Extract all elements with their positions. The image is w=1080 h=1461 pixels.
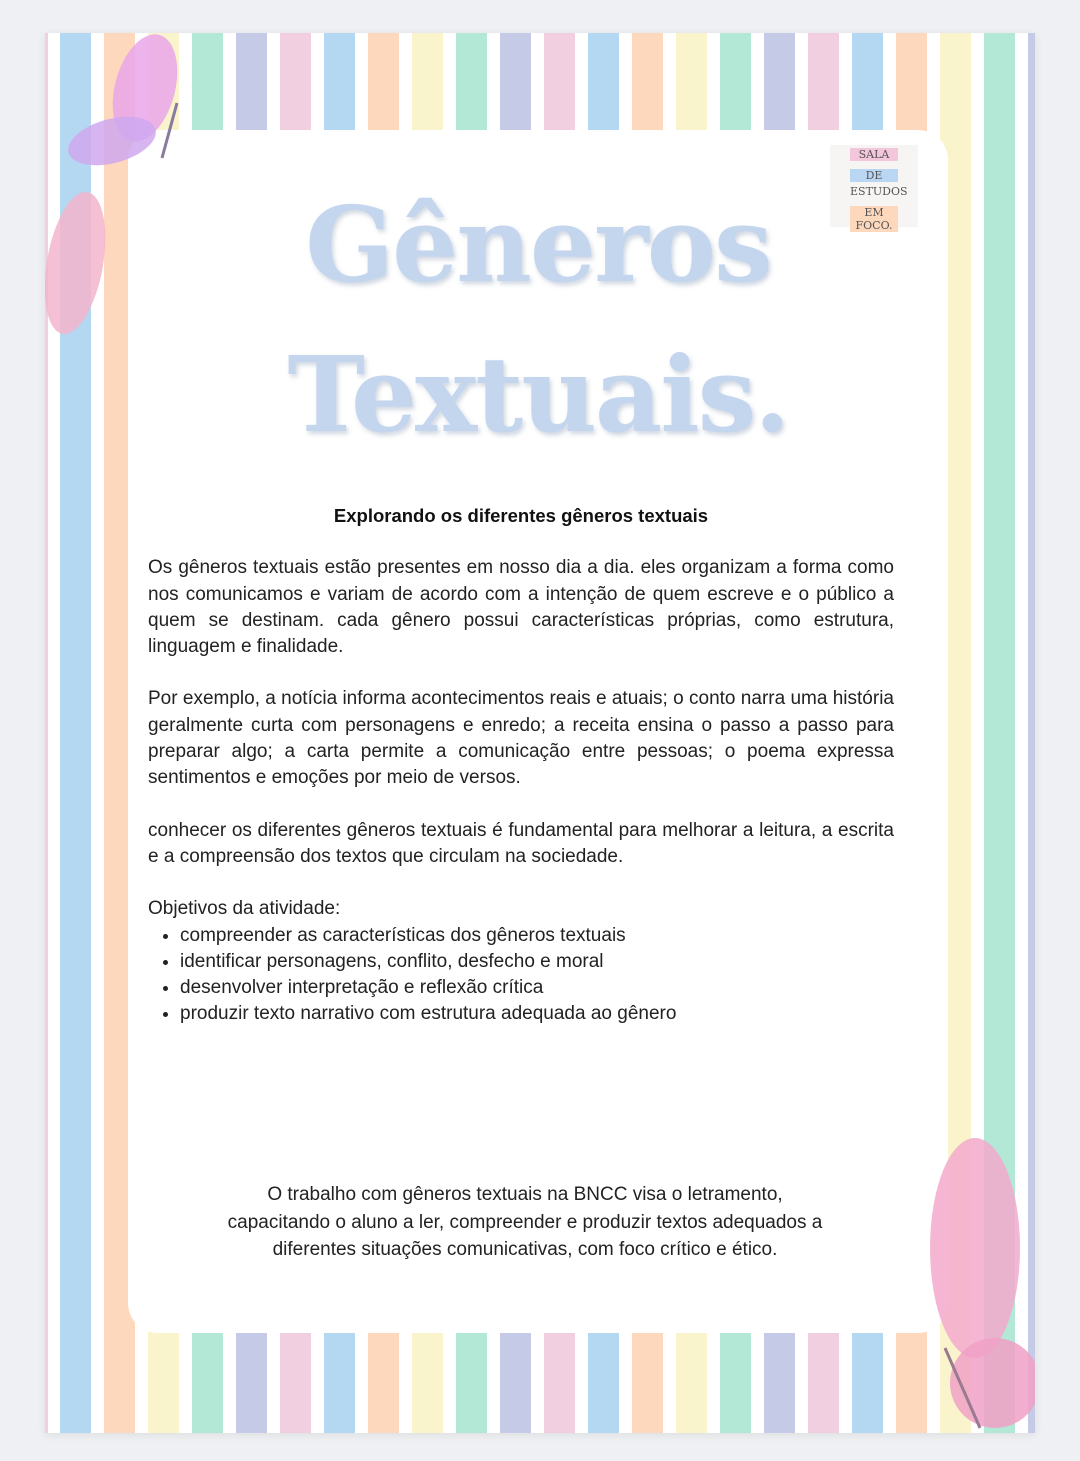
- list-item: • desenvolver interpretação e reflexão crítica: [180, 975, 894, 1001]
- logo-text: EM FOCO.: [850, 206, 898, 232]
- paragraph: conhecer os diferentes gêneros textuais é fundamental para melhorar a leitura, a escrita e a compreensão dos textos que circulam na sociedade.: [148, 819, 894, 867]
- paragraph: Os gêneros textuais estão presentes em nosso dia a dia. eles organizam a forma como nos comunicamos e variam de acordo com a intenção de quem escreve e o público a quem se destinam. cada gênero possui características próprias, como estrutura, linguagem e finalidade.: [148, 557, 894, 658]
- title-line-2: Textuais.: [287, 333, 789, 456]
- list-item: • compreender as características dos gêneros textuais: [180, 923, 894, 949]
- logo-text: ESTUDOS: [850, 185, 908, 198]
- main-content: [148, 503, 894, 1028]
- logo-text: SALA: [850, 148, 898, 161]
- title-line-1: Gêneros: [305, 183, 771, 306]
- logo-text: DE: [850, 169, 898, 182]
- paragraph: Por exemplo, a notícia informa acontecimentos reais e atuais; o conto narra uma história geralmente curta com personagens e enredo; a receita ensina o passo a passo para preparar algo; a carta permite a comunicação entre pessoas; o poema expressa sentimentos e emoções por meio de versos.: [148, 688, 894, 789]
- list-item: • produzir texto narrativo com estrutura adequada ao gênero: [180, 1001, 894, 1027]
- butterfly-pink-left-icon: [45, 188, 120, 338]
- section-heading: Explorando os diferentes gêneros textuais: [333, 505, 709, 526]
- objectives-list: [148, 923, 894, 1028]
- butterfly-pink-right-icon: [905, 1138, 1035, 1433]
- footer-note: O trabalho com gêneros textuais na BNCC visa o letramento, capacitando o aluno a ler, compreender e produzir textos adequados a diferentes situações comunicativas, com foco crítico e ético.: [227, 1184, 823, 1260]
- objectives-label: Objetivos da atividade:: [148, 898, 341, 920]
- butterfly-purple-icon: [57, 33, 197, 173]
- list-item: • identificar personagens, conflito, desfecho e moral: [180, 949, 894, 975]
- document-page: [45, 33, 1035, 1433]
